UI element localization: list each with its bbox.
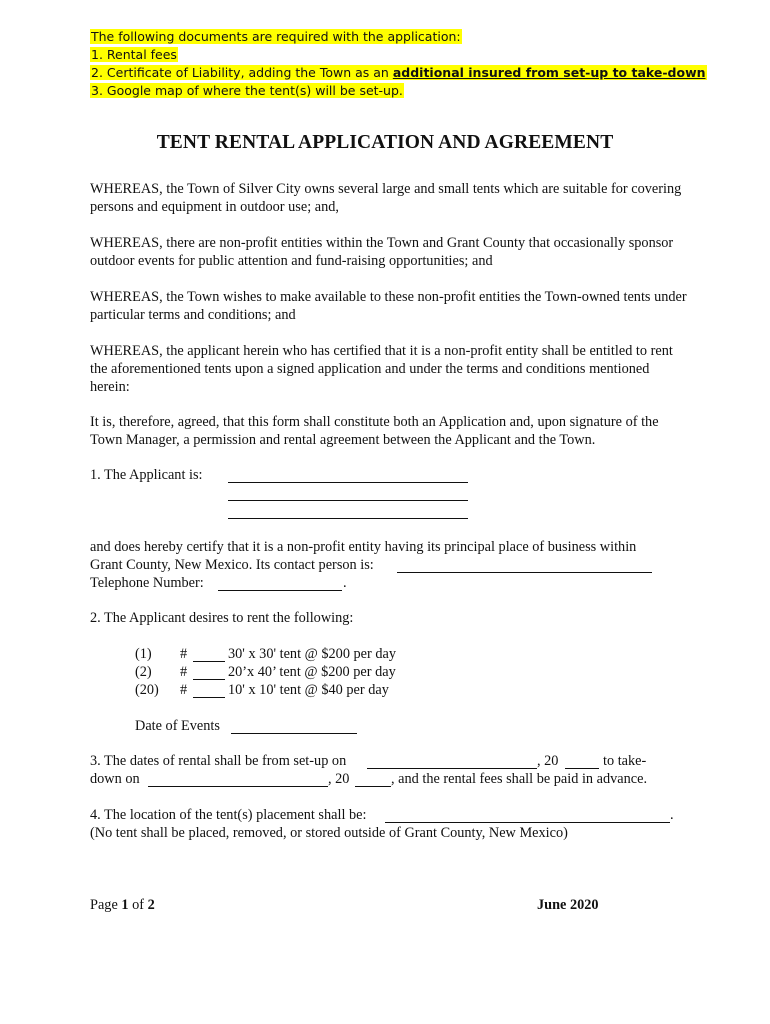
location-line-1-end: . (670, 807, 674, 823)
telephone-end: . (343, 575, 347, 591)
dates-line-2-a: down on (90, 771, 140, 787)
of-word: of (132, 897, 145, 913)
dates-line-1-c: to take- (603, 753, 647, 769)
location-line-2: (No tent shall be placed, removed, or stored outside of Grant County, New Mexico) (90, 825, 568, 841)
page-number (90, 897, 155, 914)
rental-item-qty: (2) (135, 664, 152, 680)
rental-item-count-field[interactable] (193, 683, 225, 698)
required-documents-notice (90, 28, 707, 100)
whereas-paragraph-4: WHEREAS, the applicant herein who has certified that it is a non-profit entity shall be entitled to rent the aforementioned tents upon a signed application and under the terms and conditions mentioned herein: (90, 343, 673, 395)
certify-line-1: and does hereby certify that it is a non-profit entity having its principal place of business within (90, 539, 637, 555)
rental-item-qty: (20) (135, 682, 159, 698)
page-word: Page (90, 897, 118, 913)
page-title: TENT RENTAL APPLICATION AND AGREEMENT (156, 132, 614, 153)
applicant-name-field-3[interactable] (228, 504, 468, 519)
footer-date: June 2020 (537, 897, 599, 913)
dates-line-2-b: , 20 (328, 771, 350, 787)
whereas-paragraph-1: WHEREAS, the Town of Silver City owns several large and small tents which are suitable for covering persons and equipment in outdoor use; and, (90, 181, 682, 215)
rental-item-hash: # (180, 682, 188, 698)
rental-item-desc: 20’x 40’ tent @ $200 per day (228, 664, 396, 680)
page-total: 2 (147, 897, 155, 913)
telephone-field[interactable] (218, 576, 342, 591)
whereas-paragraph-3: WHEREAS, the Town wishes to make available to these non-profit entities the Town-owned tents under particular terms and conditions; and (90, 289, 687, 323)
agreement-paragraph: It is, therefore, agreed, that this form shall constitute both an Application and, upon signature of the Town Manager, a permission and rental agreement between the Applicant and the Town. (90, 414, 659, 448)
location-line-1: 4. The location of the tent(s) placement shall be: (90, 807, 367, 823)
takedown-date-field[interactable] (148, 772, 328, 787)
notice-line-3-prefix: 2. Certificate of Liability, adding the Town as an (91, 65, 393, 80)
takedown-year-field[interactable] (355, 772, 391, 787)
notice-line-1: The following documents are required with the application: (91, 29, 461, 44)
dates-line-1-b: , 20 (537, 753, 559, 769)
location-field[interactable] (385, 808, 670, 823)
applicant-name-field-1[interactable] (228, 468, 468, 483)
page-current: 1 (121, 897, 129, 913)
contact-person-field[interactable] (397, 558, 652, 573)
certify-line-2: Grant County, New Mexico. Its contact person is: (90, 557, 374, 573)
date-of-events-label: Date of Events (135, 718, 220, 734)
setup-date-field[interactable] (367, 754, 537, 769)
notice-line-3-bold: additional insured from set-up to take-down (392, 65, 706, 80)
notice-line-4: 3. Google map of where the tent(s) will be set-up. (91, 83, 403, 98)
rental-item-qty: (1) (135, 646, 152, 662)
telephone-label: Telephone Number: (90, 575, 204, 591)
notice-line-2: 1. Rental fees (91, 47, 177, 62)
applicant-label: 1. The Applicant is: (90, 467, 203, 483)
applicant-name-field-2[interactable] (228, 486, 468, 501)
dates-line-2-c: , and the rental fees shall be paid in advance. (391, 771, 648, 787)
rental-item-count-field[interactable] (193, 647, 225, 662)
whereas-paragraph-2: WHEREAS, there are non-profit entities within the Town and Grant County that occasionally sponsor outdoor events for public attention and fund-raising opportunities; and (90, 235, 674, 269)
setup-year-field[interactable] (565, 754, 599, 769)
rental-item-hash: # (180, 646, 188, 662)
rental-item-hash: # (180, 664, 188, 680)
rental-intro: 2. The Applicant desires to rent the following: (90, 610, 354, 626)
date-of-events-field[interactable] (231, 719, 357, 734)
rental-item-desc: 10' x 10' tent @ $40 per day (228, 682, 389, 698)
rental-item-count-field[interactable] (193, 665, 225, 680)
dates-line-1-a: 3. The dates of rental shall be from set-up on (90, 753, 347, 769)
notice-line-3 (90, 65, 707, 80)
rental-item-desc: 30' x 30' tent @ $200 per day (228, 646, 397, 662)
